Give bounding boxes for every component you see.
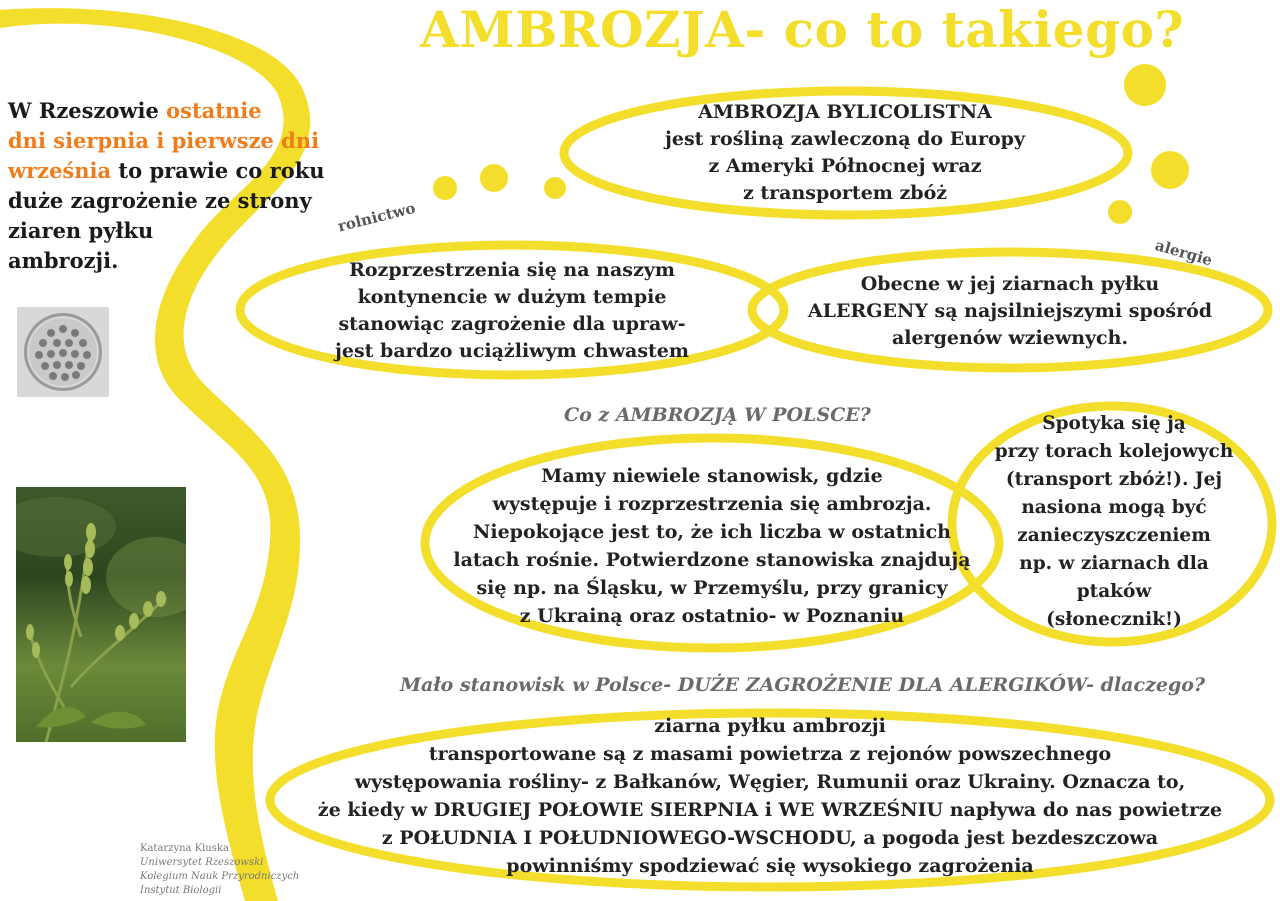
bubble-poland-line: latach rośnie. Potwierdzone stanowiska znajdują xyxy=(453,549,971,571)
bubble-allergens-line: Obecne w jej ziarnach pyłku xyxy=(860,273,1160,295)
bubble-allergens-line: ALERGENY są najsilniejszymi spośród xyxy=(807,300,1213,322)
pollen-image xyxy=(17,307,109,397)
bubble-railway-line: ptaków xyxy=(1076,581,1152,602)
dot xyxy=(544,177,566,199)
bubble-railway-line: nasiona mogą być xyxy=(1021,497,1207,518)
dot xyxy=(1124,64,1166,106)
bubble-railway xyxy=(976,410,1252,634)
bubble-transport-line: powinniśmy spodziewać się wysokiego zagrożenia xyxy=(506,855,1034,877)
pollen-grain-icon xyxy=(17,307,109,397)
bubble-railway-line: (transport zbóż!). Jej xyxy=(1005,469,1223,490)
intro-line4: duże zagrożenie ze strony xyxy=(8,188,312,213)
bubble-poland-line: z Ukrainą oraz ostatnio- w Poznaniu xyxy=(519,605,905,627)
bubble-railway-line: przy torach kolejowych xyxy=(994,441,1234,462)
bubble-spread-line: Rozprzestrzenia się na naszym xyxy=(349,259,675,281)
bubble-poland-line: Mamy niewiele stanowisk, gdzie xyxy=(541,465,883,487)
bubble-spread-line: kontynencie w dużym tempie xyxy=(357,286,667,308)
bubble-poland xyxy=(450,462,974,630)
intro-line3-plain: to prawie co roku xyxy=(111,158,325,183)
bubble-poland-line: Niepokojące jest to, że ich liczba w ostatnich xyxy=(473,521,951,543)
intro-line1-plain: W Rzeszowie xyxy=(8,98,167,123)
dot xyxy=(1151,151,1189,189)
intro-text xyxy=(8,96,328,276)
bubble-railway-line: np. w ziarnach dla xyxy=(1019,553,1209,574)
intro-line5: ziaren pyłku xyxy=(8,218,154,243)
bubble-transport-line: z POŁUDNIA I POŁUDNIOWEGO-WSCHODU, a pogoda jest bezdeszczowa xyxy=(381,827,1159,849)
dot xyxy=(1108,200,1132,224)
bubble-transport-line: że kiedy w DRUGIEJ POŁOWIE SIERPNIA i WE WRZEŚNIU napływa do nas powietrze xyxy=(317,799,1223,821)
bubble-railway-line: (słonecznik!) xyxy=(1046,609,1182,630)
page-title: AMBROZJA- co to takiego? xyxy=(420,0,1185,59)
bubble-poland-line: występuje i rozprzestrzenia się ambrozja. xyxy=(492,493,932,515)
bubble-transport-line: występowania rośliny- z Bałkanów, Węgier, Rumunii oraz Ukrainy. Oznacza to, xyxy=(354,771,1186,793)
author-college: Kolegium Nauk Przyrodniczych xyxy=(140,871,300,882)
bubble-transport-line: ziarna pyłku ambrozji xyxy=(654,715,886,737)
bubble-origin-line: z Ameryki Północnej wraz xyxy=(708,155,982,177)
ragweed-plant-icon xyxy=(16,487,186,742)
bubble-allergens-line: alergenów wziewnych. xyxy=(891,327,1129,349)
plant-photo xyxy=(16,487,186,742)
bubble-transport-line: transportowane są z masami powietrza z rejonów powszechnego xyxy=(428,743,1112,765)
bubble-transport xyxy=(300,712,1240,880)
bubble-spread-line: stanowiąc zagrożenie dla upraw- xyxy=(338,313,686,335)
bubble-origin-line: jest rośliną zawleczoną do Europy xyxy=(664,128,1026,150)
bubble-railway-line: Spotyka się ją xyxy=(1042,413,1186,434)
question-allergics: Mało stanowisk w Polsce- DUŻE ZAGROŻENIE DLA ALERGIKÓW- dlaczego? xyxy=(400,674,1206,696)
question-poland: Co z AMBROZJĄ W POLSCE? xyxy=(564,404,871,426)
bubble-origin xyxy=(600,99,1090,207)
intro-line6: ambrozji. xyxy=(8,248,119,273)
author-credit xyxy=(140,842,300,898)
author-institute: Instytut Biologii xyxy=(140,885,222,896)
author-name: Katarzyna Kluska xyxy=(140,843,229,854)
tag-agriculture: rolnictwo xyxy=(336,198,418,236)
bubble-origin-line: AMBROZJA BYLICOLISTNA xyxy=(698,101,992,123)
tag-allergy: alergie xyxy=(1153,236,1215,270)
bubble-spread xyxy=(272,257,752,365)
intro-line3-highlight: września xyxy=(8,158,112,183)
intro-line2-highlight: dni sierpnia i pierwsze dni xyxy=(8,128,320,153)
intro-line1-highlight: ostatnie xyxy=(166,98,262,123)
bubble-origin-line: z transportem zbóż xyxy=(742,182,948,204)
bubble-railway-line: zanieczyszczeniem xyxy=(1017,525,1211,546)
bubble-spread-line: jest bardzo uciążliwym chwastem xyxy=(335,340,689,362)
author-university: Uniwersytet Rzeszowski xyxy=(140,857,264,868)
dot xyxy=(480,164,508,192)
bubble-allergens xyxy=(780,271,1240,352)
dot xyxy=(433,176,457,200)
bubble-poland-line: się np. na Śląsku, w Przemyślu, przy granicy xyxy=(476,577,948,599)
